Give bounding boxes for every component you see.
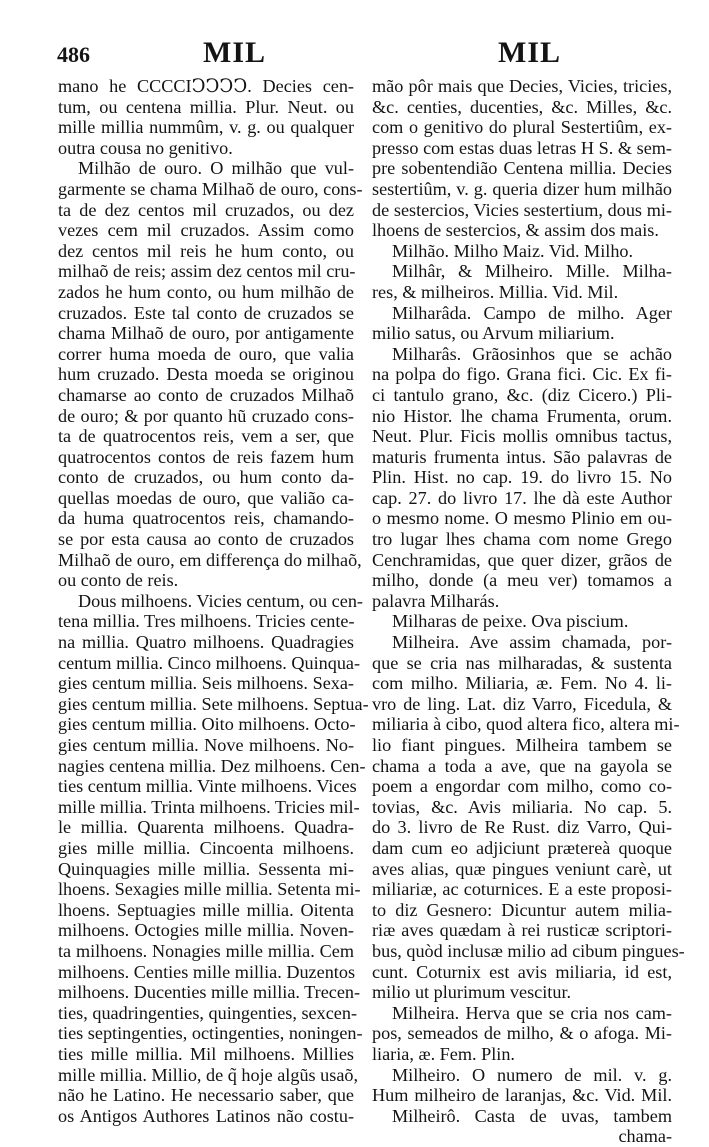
- text-line: Hum milheiro de laranjas, &c. Vid. Mil.: [372, 1085, 672, 1106]
- text-line: se por esta causa ao conto de cruzados: [58, 529, 354, 550]
- text-line: quatrocentos contos de reis fazem hum: [58, 446, 354, 467]
- text-line: de sestercios, Vicies sestertium, dous mi-: [372, 199, 672, 220]
- text-line: gies centum millia. Oito milhoens. Octo-: [58, 714, 356, 735]
- catchword: chama-: [618, 1126, 672, 1147]
- entry-headline: Milharâs. Grãosinhos que se achão: [392, 343, 672, 364]
- text-line: to diz Gesnero: Dicuntur autem milia-: [372, 899, 672, 920]
- text-line: tum, ou centena millia. Plur. Neut. ou: [58, 96, 354, 117]
- text-line: não he Latino. He necessario saber, que: [58, 1085, 354, 1106]
- text-line: com o genitivo do plural Sestertiûm, ex-: [372, 117, 672, 138]
- text-line: centum millia. Cinco milhoens. Quinqua-: [58, 652, 361, 673]
- text-line: mão pôr mais que Decies, Vicies, tricies,: [372, 76, 672, 96]
- text-line: milhoens. Centies mille millia. Duzentos: [58, 961, 356, 982]
- text-line: nagies centena millia. Dez milhoens. Cen-: [58, 755, 366, 776]
- text-line: os Antigos Authores Latinos não costu-: [58, 1105, 354, 1126]
- text-line: dam cum eo adjiciunt prætereà quoque: [372, 837, 672, 858]
- text-line: riæ aves quædam à rei rusticæ scriptori-: [372, 920, 672, 941]
- running-head-left: MIL: [203, 36, 266, 69]
- entry-headline: Dous milhoens. Vicies centum, ou cen-: [78, 590, 363, 611]
- text-line: Quinquagies mille millia. Sessenta mi-: [58, 858, 354, 879]
- text-line: cruzados. Este tal conto de cruzados se: [58, 302, 354, 323]
- text-line: do 3. livro de Re Rust. diz Varro, Qui-: [372, 817, 672, 838]
- entry-headline: Milheira. Herva que se cria nos cam-: [392, 1002, 672, 1023]
- text-line: ties centum millia. Vinte milhoens. Vices: [58, 776, 357, 797]
- entry-headline: Milhão de ouro. O milhão que vul-: [78, 158, 354, 179]
- text-line: pre sobentendião Centena millia. Decies: [372, 158, 672, 179]
- text-line: cap. 27. do livro 17. lhe dà este Author: [372, 487, 672, 508]
- text-line: quellas moedas de ouro, que valião ca-: [58, 487, 354, 508]
- text-line: ta milhoens. Nonagies mille millia. Cem: [58, 940, 354, 961]
- text-line: maturis frumenta intus. São palavras de: [372, 446, 672, 467]
- entry-headline: Milharâda. Campo de milho. Ager: [392, 302, 672, 323]
- text-line: chama a toda a ave, que na gayola se: [372, 755, 672, 776]
- text-line: na millia. Quatro milhoens. Quadragies: [58, 632, 354, 653]
- text-line: sestertiûm, v. g. queria dizer hum milhão: [372, 178, 672, 199]
- text-line: lhoens. Sexagies mille millia. Setenta mi-: [58, 879, 361, 900]
- left-column: [58, 76, 369, 1126]
- text-line: conto de cruzados, ou hum conto da-: [58, 467, 354, 488]
- text-line: Cenchramidas, que quer dizer, grãos de: [372, 549, 672, 570]
- text-line: ci tantulo grano, &c. (diz Cicero.) Pli-: [372, 384, 672, 405]
- text-line: de ouro; & por quanto hũ cruzado cons-: [58, 405, 354, 426]
- text-line: zados he hum conto, ou hum milhão de: [58, 281, 354, 302]
- text-line: chama Milhaõ de ouro, por antigamente: [58, 323, 354, 344]
- text-line: milhoens. Ducenties mille millia. Trecen-: [58, 982, 361, 1003]
- text-line: ta de dez centos mil cruzados, ou dez: [58, 199, 354, 220]
- entry-headline: Milheira. Ave assim chamada, por-: [392, 632, 672, 653]
- text-line: milhoens. Octogies mille millia. Noven-: [58, 920, 354, 941]
- text-line: vezes cem mil cruzados. Assim como: [58, 220, 354, 241]
- text-line: tovias, &c. Avis miliaria. No cap. 5.: [372, 796, 672, 817]
- text-line: mille millia nummûm, v. g. ou qualquer: [58, 117, 354, 138]
- text-line: Neut. Plur. Ficis mollis omnibus tactus,: [372, 426, 672, 447]
- text-line: hum cruzado. Desta moeda se originou: [58, 364, 354, 385]
- text-line: bus, quòd inclusæ milio ad cibum pingues-: [372, 940, 685, 961]
- text-line: miliaria à cibo, quod altera fico, altera mi-: [372, 714, 680, 735]
- text-line: da huma quatrocentos reis, chamando-: [58, 508, 354, 529]
- right-column: [372, 76, 685, 1147]
- text-line: chamarse ao conto de cruzados Milhaõ: [58, 384, 354, 405]
- text-line: presso com estas duas letras H S. & sem-: [372, 137, 672, 158]
- text-line: milhaõ de reis; assim dez centos mil cru-: [58, 261, 356, 282]
- text-line: com milho. Miliaria, æ. Fem. No 4. li-: [372, 673, 672, 694]
- text-line: tena millia. Tres milhoens. Tricies cente-: [58, 611, 355, 632]
- text-line: o mesmo nome. O mesmo Plinio em ou-: [372, 508, 672, 529]
- text-line: mano he CCCCIↃↃↃↃ. Decies cen-: [58, 76, 354, 96]
- text-line: miliariæ, ac coturnices. E a este proposi-: [372, 879, 672, 900]
- text-line: gies mille millia. Cincoenta milhoens.: [58, 837, 354, 858]
- text-line: vro de ling. Lat. diz Varro, Ficedula, &: [372, 693, 672, 714]
- text-line: cunt. Coturnix est avis miliaria, id est,: [372, 961, 672, 982]
- entry-headline: Milhão. Milho Maiz. Vid. Milho.: [392, 240, 634, 261]
- text-line: tro lugar lhes chama com nome Grego: [372, 529, 672, 550]
- entry-headline: Milheirô. Casta de uvas, tambem: [392, 1105, 672, 1126]
- entry-headline: Milhâr, & Milheiro. Mille. Milha-: [392, 261, 672, 282]
- running-head-right: MIL: [498, 36, 561, 69]
- text-line: gies centum millia. Sete milhoens. Septua-: [58, 693, 369, 714]
- text-line: correr huma moeda de ouro, que valia: [58, 343, 354, 364]
- text-line: poem a engordar com milho, como co-: [372, 776, 672, 797]
- text-line: garmente se chama Milhaõ de ouro, cons-: [58, 178, 363, 199]
- text-line: palavra Milharás.: [372, 590, 500, 611]
- text-line: ties septingenties, octingenties, noningen-: [58, 1023, 363, 1044]
- text-line: gies centum millia. Seis milhoens. Sexa-: [58, 673, 354, 694]
- text-line: &c. centies, ducenties, &c. Milles, &c.: [372, 96, 672, 117]
- text-line: gies centum millia. Nove milhoens. No-: [58, 735, 354, 755]
- text-line: le millia. Quarenta milhoens. Quadra-: [58, 817, 354, 838]
- text-line: lio fiant pingues. Milheira tambem se: [372, 735, 672, 755]
- text-line: ta de quatrocentos reis, vem a ser, que: [58, 426, 354, 447]
- entry-headline: Milheiro. O numero de mil. v. g.: [392, 1064, 672, 1085]
- text-line: na polpa do figo. Grana fici. Cic. Ex fi-: [372, 364, 672, 385]
- text-line: liaria, æ. Fem. Plin.: [372, 1043, 515, 1064]
- text-line: lhoens de sestercios, & assim dos mais.: [372, 220, 659, 241]
- text-line: lhoens. Septuagies mille millia. Oitenta: [58, 899, 354, 920]
- text-line: dez centos mil reis he hum conto, ou: [58, 240, 354, 261]
- text-line: pos, semeados de milho, & o afoga. Mi-: [372, 1023, 672, 1044]
- text-line: que se cria nas milharadas, & sustenta: [372, 652, 672, 673]
- text-line: ties mille millia. Mil milhoens. Millies: [58, 1043, 354, 1064]
- text-line: Milhaõ de ouro, em differença do milhaõ,: [58, 549, 362, 570]
- text-line: mille millia. Millio, de q̃ hoje algũs usaõ,: [58, 1064, 359, 1085]
- text-line: ties, quadringenties, quingenties, sexcen-: [58, 1002, 358, 1023]
- text-line: mille millia. Trinta milhoens. Tricies mil-: [58, 796, 360, 817]
- page-number: 486: [57, 42, 90, 67]
- text-line: aves alias, quæ pingues veniunt carè, ut: [372, 858, 672, 879]
- entry-headline: Milharas de peixe. Ova piscium.: [392, 611, 629, 632]
- text-line: milho, donde (a meu ver) tomamos a: [372, 570, 672, 591]
- text-line: nio Histor. lhe chama Frumenta, orum.: [372, 405, 672, 426]
- text-line: res, & milheiros. Millia. Vid. Mil.: [372, 281, 619, 302]
- text-line: ou conto de reis.: [58, 570, 179, 591]
- text-line: outra cousa no genitivo.: [58, 137, 233, 158]
- text-line: milio satus, ou Arvum miliarium.: [372, 323, 615, 344]
- text-line: milio ut plurimum vescitur.: [372, 982, 572, 1003]
- text-line: Plin. Hist. no cap. 19. do livro 15. No: [372, 467, 672, 488]
